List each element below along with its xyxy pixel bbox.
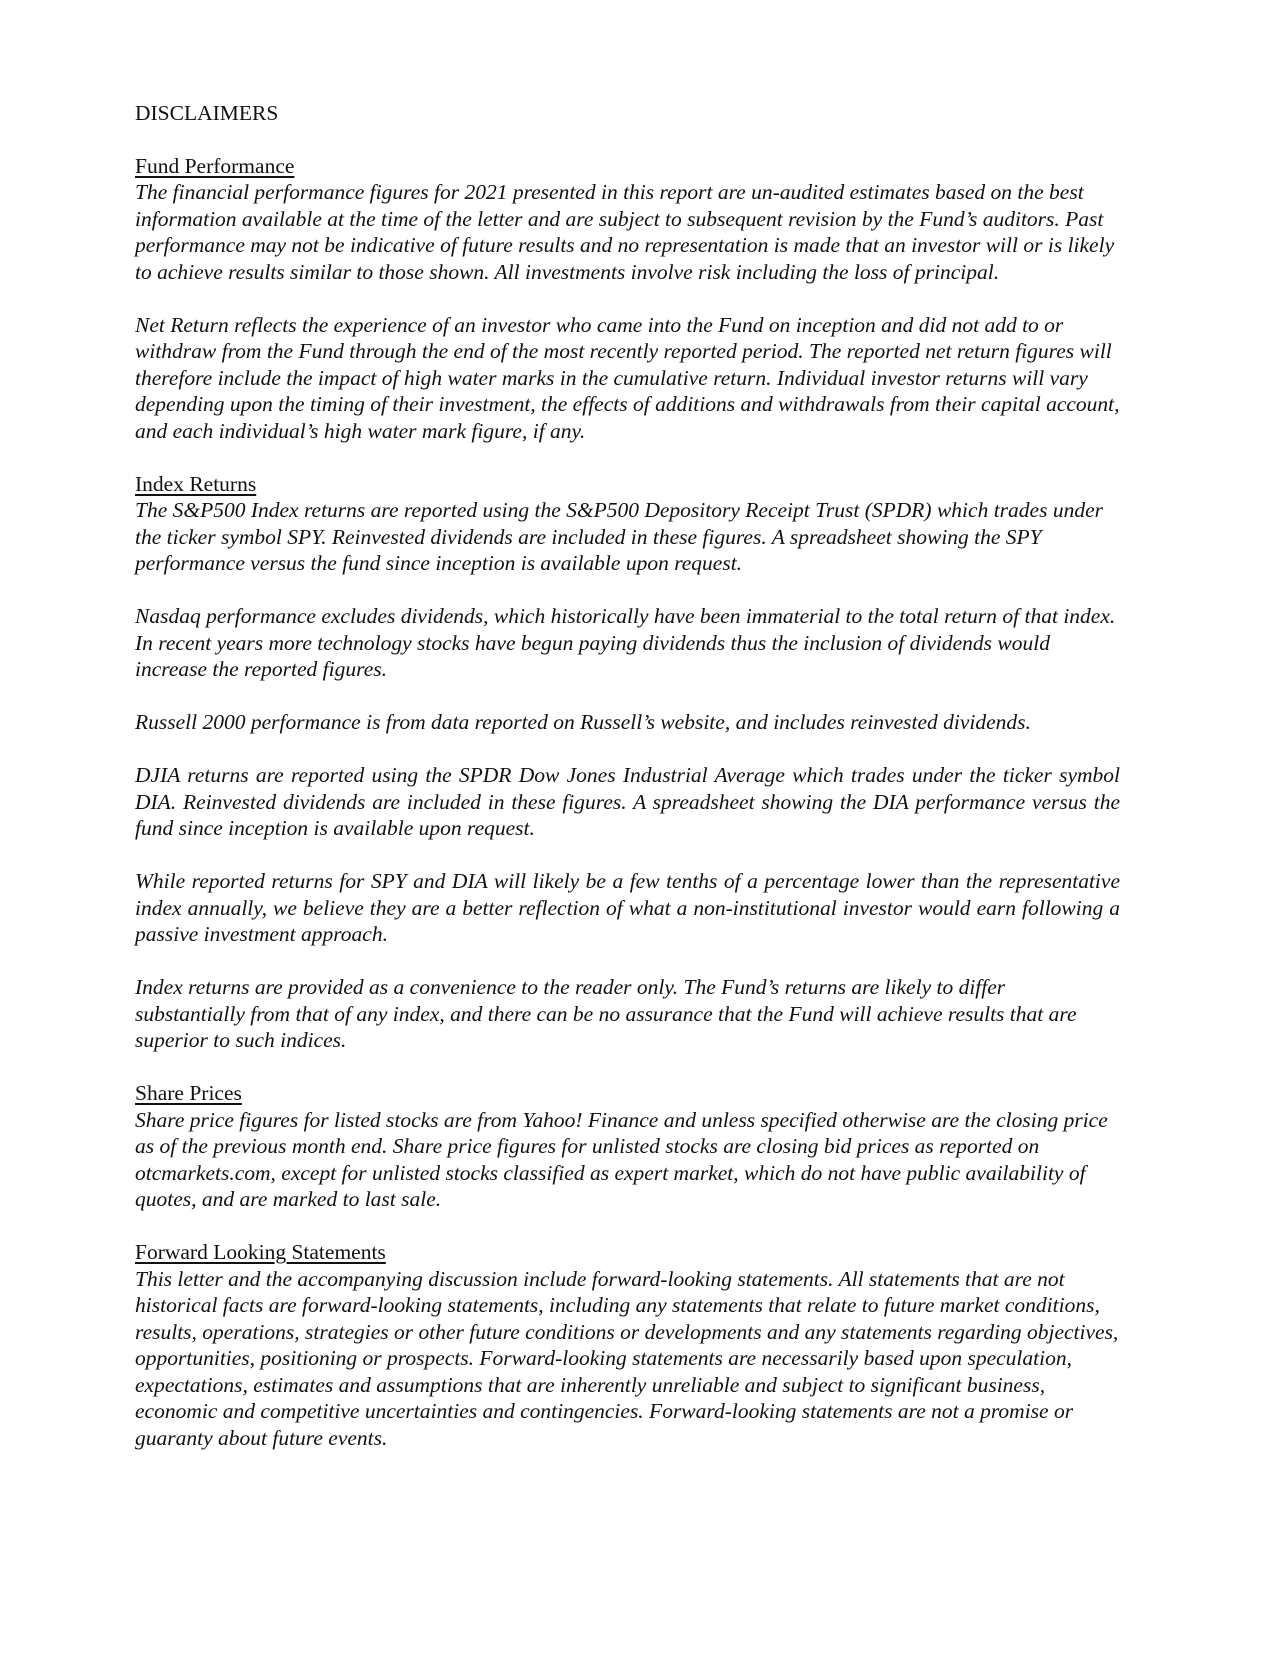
section-heading-forward-looking-statements: Forward Looking Statements (135, 1240, 386, 1264)
paragraph-index-returns-2: Nasdaq performance excludes dividends, which historically have been immaterial to the total return of that index. In recent years more technology stocks have begun paying dividends thus the inclusion of dividends would increase the reported figures. (135, 604, 1116, 681)
paragraph-index-returns-6: Index returns are provided as a convenience to the reader only. The Fund’s returns are likely to differ substantially from that of any index, and there can be no assurance that the Fund will achieve results that are superior to such indices. (135, 975, 1077, 1052)
paragraph-forward-looking-statements-1: This letter and the accompanying discussion include forward-looking statements. All statements that are not historical facts are forward-looking statements, including any statements that relate to future market conditions, results, operations, strategies or other future conditions or developments and any statements regarding objectives, opportunities, positioning or prospects. Forward-looking statements are necessarily based upon speculation, expectations, estimates and assumptions that are inherently unreliable and subject to significant business, economic and competitive uncertainties and contingencies. Forward-looking statements are not a promise or guaranty about future events. (135, 1266, 1119, 1450)
paragraph-index-returns-3: Russell 2000 performance is from data reported on Russell’s website, and includes reinvested dividends. (135, 710, 1031, 734)
paragraph-index-returns-1: The S&P500 Index returns are reported using the S&P500 Depository Receipt Trust (SPDR) which trades under the ticker symbol SPY. Reinvested dividends are included in these figures. A spreadsheet showing the SPY performance versus the fund since inception is available upon request. (135, 498, 1103, 575)
section-heading-fund-performance: Fund Performance (135, 153, 295, 178)
paragraph-fund-performance-2: Net Return reflects the experience of an investor who came into the Fund on inception and did not add to or withdraw from the Fund through the end of the most recently reported period. The reported net return figures will therefore include the impact of high water marks in the cumulative return. Individual investor returns will vary depending upon the timing of their investment, the effects of additions and withdrawals from their capital account, and each individual’s high water mark figure, if any. (135, 312, 1120, 443)
paragraph-index-returns-5: While reported returns for SPY and DIA will likely be a few tenths of a percentage lower than the representative index annually, we believe they are a better reflection of what a non-institutional investor would earn following a passive investment approach. (135, 869, 1120, 946)
document-title: DISCLAIMERS (135, 101, 279, 125)
paragraph-fund-performance-1: The financial performance figures for 2021 presented in this report are un-audited estimates based on the best information available at the time of the letter and are subject to subsequent revision by the Fund’s auditors. Past performance may not be indicative of future results and no representation is made that an investor will or is likely to achieve results similar to those shown. All investments involve risk including the loss of principal. (135, 180, 1115, 284)
section-index-returns (135, 471, 1120, 1054)
section-share-prices (135, 1080, 1120, 1213)
paragraph-index-returns-4: DJIA returns are reported using the SPDR Dow Jones Industrial Average which trades under the ticker symbol DIA. Reinvested dividends are included in these figures. A spreadsheet showing the DIA performance versus the fund since inception is available upon request. (135, 763, 1120, 840)
section-fund-performance (135, 153, 1120, 445)
paragraph-share-prices-1: Share price figures for listed stocks are from Yahoo! Finance and unless specified otherwise are the closing price as of the previous month end. Share price figures for unlisted stocks are closing bid prices as reported on otcmarkets.com, except for unlisted stocks classified as expert market, which do not have public availability of quotes, and are marked to last sale. (135, 1107, 1108, 1211)
section-forward-looking-statements (135, 1239, 1120, 1451)
section-heading-index-returns: Index Returns (135, 471, 257, 496)
document-page (135, 100, 1120, 1478)
section-heading-share-prices: Share Prices (135, 1081, 242, 1105)
